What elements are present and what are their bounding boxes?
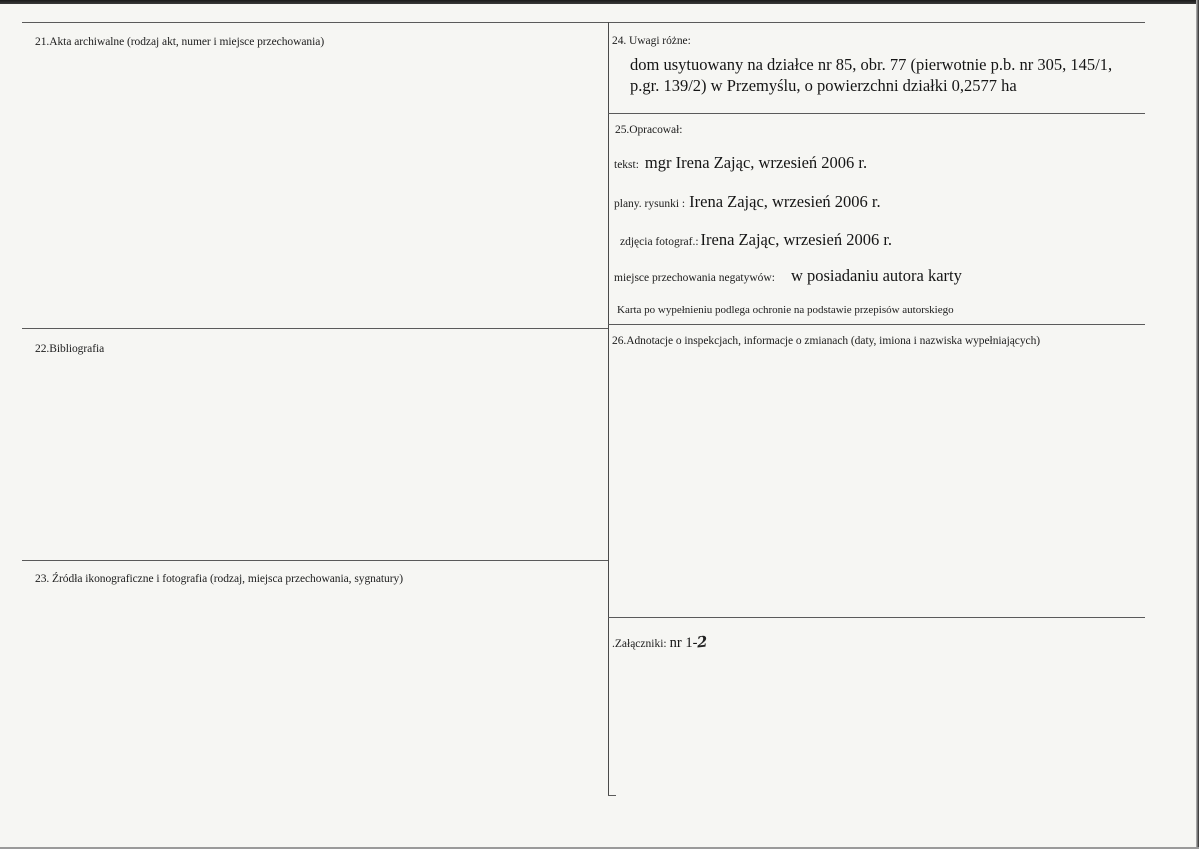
section-24-text-line1: dom usytuowany na działce nr 85, obr. 77 (pierwotnie p.b. nr 305, 145/1, [630,55,1113,74]
copyright-note: Karta po wypełnieniu podlega ochronie na podstawie przepisów autorskiego [617,304,954,316]
author-plans-row [614,192,881,212]
column-divider-foot [608,795,616,796]
author-photos-row [620,230,892,250]
rule-22-23 [22,560,608,561]
attachments-label: .Załączniki: [612,638,667,650]
author-text-row [614,153,867,173]
author-photos-label: zdjęcia fotograf.: [620,236,699,248]
author-plans-value: Irena Zając, wrzesień 2006 r. [689,192,881,211]
attachments-handwritten-number: 2 [696,632,709,652]
section-25-label: 25.Opracował: [615,124,683,136]
column-divider [608,22,609,795]
section-23-label: 23. Źródła ikonograficzne i fotografia (rodzaj, miejsca przechowania, sygnatury) [35,573,403,585]
negatives-location-row [614,266,962,286]
rule-24-25 [608,113,1145,114]
author-text-label: tekst: [614,159,639,171]
section-24-text-line2: p.gr. 139/2) w Przemyślu, o powierzchni działki 0,2577 ha [630,76,1017,95]
rule-25-26 [608,324,1145,325]
attachments-value: nr 1- [669,635,698,651]
author-plans-label: plany. rysunki : [614,198,686,210]
rule-26-attachments [608,617,1145,618]
top-rule [22,22,1145,23]
author-photos-value: Irena Zając, wrzesień 2006 r. [700,230,893,249]
author-text-value: mgr Irena Zając, wrzesień 2006 r. [644,153,868,172]
section-22-label: 22.Bibliografia [35,343,105,355]
negatives-location-label: miejsce przechowania negatywów: [614,272,775,284]
section-26-label: 26.Adnotacje o inspekcjach, informacje o zmianach (daty, imiona i nazwiska wypełniających) [612,335,1041,347]
negatives-location-value: w posiadaniu autora karty [790,266,962,285]
rule-21-22 [22,328,608,329]
section-21-label: 21.Akta archiwalne (rodzaj akt, numer i miejsce przechowania) [35,36,325,48]
attachments-row [612,633,708,652]
scan-edge-top [0,0,1199,4]
section-24-label: 24. Uwagi różne: [612,35,691,47]
